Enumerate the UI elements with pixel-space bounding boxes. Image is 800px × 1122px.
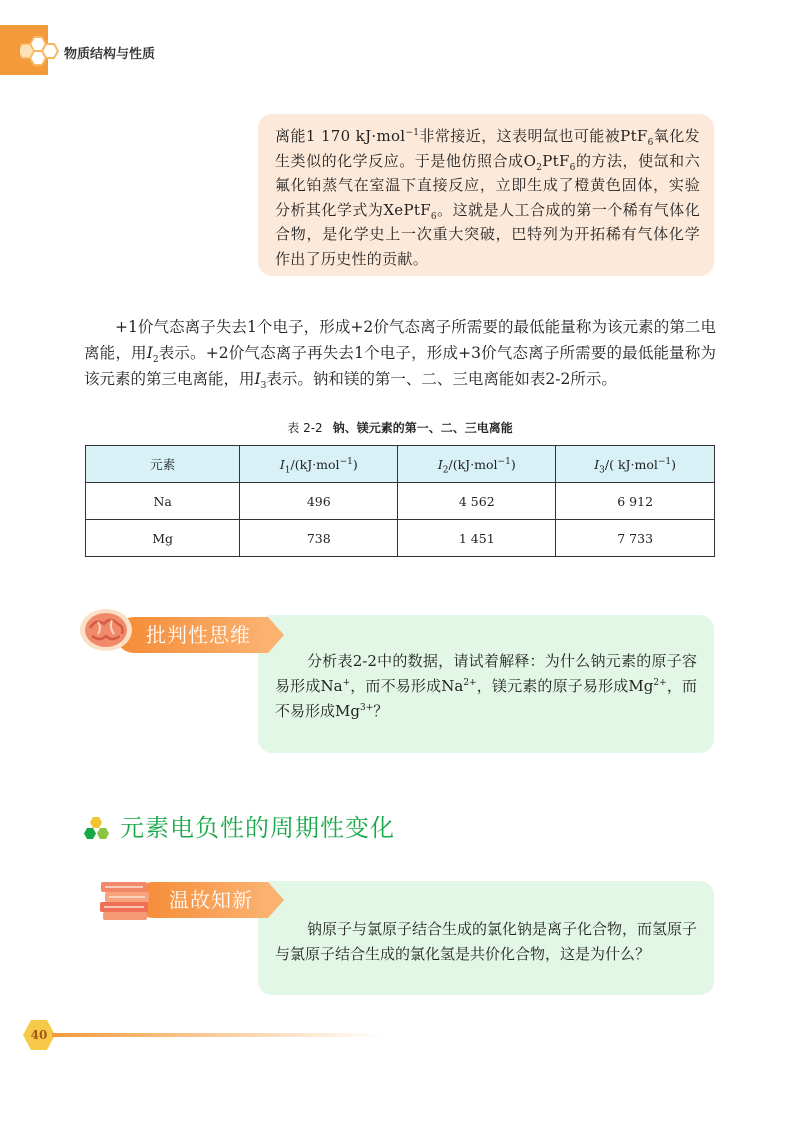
footer-bar <box>52 1033 382 1037</box>
section-hexagon-icon <box>84 816 114 842</box>
note-text: 离能1 170 kJ·mol$^{-1}$非常接近，这表明氙也可能被PtF$_6$氧化发生类似的化学反应。于是他仿照合成$O_2PtF_6$的方法，使氙和六氟化铂蒸气在室温下直接反应，立即生成了橙黄色固体，实验分析其化学式为XePtF$_6$。这就是人工合成的第一个稀有气体化合物，是化学史上一次重大突破，巴特列为开拓稀有气体化学作出了历史性的贡献。 <box>275 127 700 268</box>
ionization-energy-table <box>85 445 715 557</box>
hexagon-logo-icon <box>20 35 66 75</box>
books-icon <box>97 878 157 922</box>
table-cell: 496 <box>240 483 398 520</box>
review-tag: 温故知新 <box>135 882 268 918</box>
critical-thinking-text: 分析表2-2中的数据，请试着解释：为什么钠元素的原子容易形成Na+，而不易形成$Na^{2+}$，镁元素的原子易形成$Mg^{2+}$，而不易形成$Mg^{3+}$？ <box>275 652 697 720</box>
table-cell: 4 562 <box>398 483 556 520</box>
table-row <box>86 520 715 557</box>
body-paragraph: +1价气态离子失去1个电子，形成+2价气态离子所需要的最低能量称为该元素的第二电离能，用$I_2$表示。+2价气态离子再失去1个电子，形成+3价气态离子所需要的最低能量称为该元素的第三电离能，用$I_3$表示。钠和镁的第一、二、三电离能如表2-2所示。 <box>84 318 716 392</box>
table-cell: 6 912 <box>556 483 715 520</box>
critical-thinking-tag: 批判性思维 <box>116 617 268 653</box>
table-cell: Mg <box>86 520 240 557</box>
table-cell: Na <box>86 483 240 520</box>
table-cell: 7 733 <box>556 520 715 557</box>
table-cell: 738 <box>240 520 398 557</box>
table-header-row <box>86 446 715 483</box>
table-cell: 1 451 <box>398 520 556 557</box>
header-cell-i2: $I_2/(kJ\cdot mol^{-1})$ <box>398 446 556 483</box>
header-cell-element: 元素 <box>86 446 240 483</box>
brain-icon <box>78 606 134 654</box>
header-cell-i3: $I_3/$( kJ·mol$^{-1}$) <box>556 446 715 483</box>
header-title: 物质结构与性质 <box>64 47 156 62</box>
header-cell-i1: $I_1/(kJ\cdot mol^{-1})$ <box>240 446 398 483</box>
review-text: 钠原子与氯原子结合生成的氯化钠是离子化合物，而氢原子与氯原子结合生成的氯化氢是共价化合物，这是为什么？ <box>275 920 698 963</box>
table-row <box>86 483 715 520</box>
section-title: 元素电负性的周期性变化 <box>120 814 395 842</box>
table-caption: 表 2-2 钠、镁元素的第一、二、三电离能 <box>287 421 513 435</box>
page-number: 40 <box>30 1028 48 1042</box>
